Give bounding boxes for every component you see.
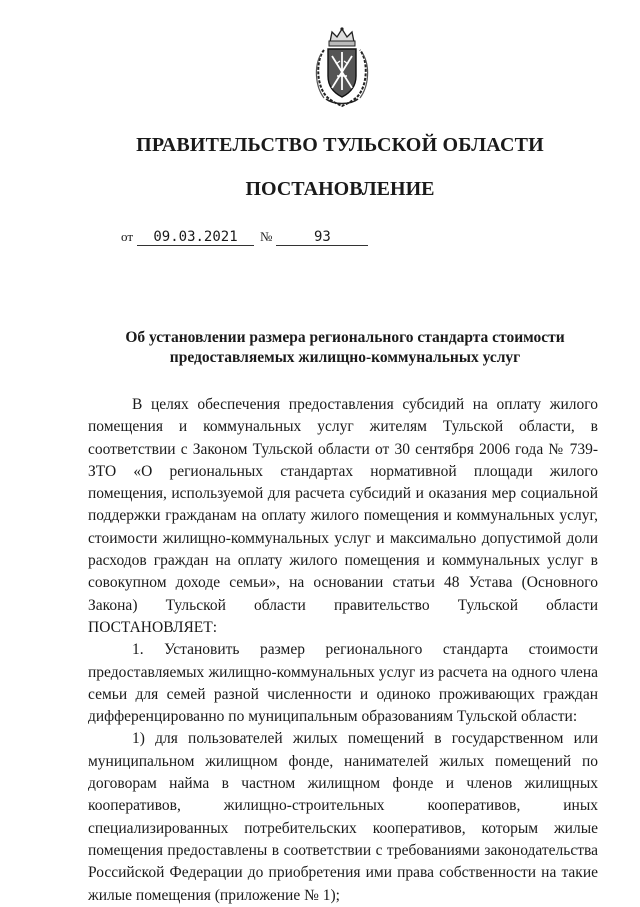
clause-1-paragraph: 1. Установить размер регионального стандарта стоимости предоставляемых жилищно-коммунальных услуг из расчета на одного члена семьи для семей разной численности и одиноко проживающих граждан дифференцированно по муниципальным образованиям Тульской области: bbox=[88, 641, 598, 726]
title-line-1: Об установлении размера регионального стандарта стоимости bbox=[125, 329, 565, 346]
document-title bbox=[80, 328, 610, 368]
document-type: ПОСТАНОВЛЕНИЕ bbox=[245, 178, 435, 200]
document-body bbox=[88, 394, 598, 907]
resolves-word: ПОСТАНОВЛЯЕТ: bbox=[88, 618, 218, 636]
date-number-line bbox=[121, 229, 368, 246]
date-label: от bbox=[121, 229, 134, 244]
document-number: 93 bbox=[276, 229, 368, 246]
number-label: № bbox=[260, 229, 273, 244]
government-title: ПРАВИТЕЛЬСТВО ТУЛЬСКОЙ ОБЛАСТИ bbox=[136, 134, 544, 156]
subclause-1-paragraph: 1) для пользователей жилых помещений в государственном или муниципальном жилищном фонде, нанимателей жилых помещений по договорам найма в частном жилищном фонде и членов жилищных кооперативов, жилищно-строительных кооперативов, иных специализированных потребительских кооперативов, которым жилые помещения предоставлены в соответствии с требованиями законодательства Российской Федерации до приобретения ими права собственности на такие жилые помещения (приложение № 1); bbox=[88, 730, 598, 904]
document-date: 09.03.2021 bbox=[137, 229, 254, 246]
title-line-2: предоставляемых жилищно-коммунальных услуг bbox=[169, 349, 521, 366]
preamble-paragraph: В целях обеспечения предоставления субсидий на оплату жилого помещения и коммунальных услуг жителям Тульской области, в соответствии с Законом Тульской области от 30 сентября 2006 года № 739-ЗТО «О региональных стандартах нормативной площади жилого помещения, используемой для расчета субсидий и оказания мер социальной поддержки гражданам на оплату жилого помещения и коммунальных услуг, стоимости жилищно-коммунальных услуг и максимально допустимой доли расходов граждан на оплату жилого помещения и коммунальных услуг в совокупном доходе семьи», на основании статьи 48 Устава (Основного Закона) Тульской области правительство Тульской области bbox=[88, 396, 598, 614]
coat-of-arms-emblem bbox=[312, 26, 372, 108]
